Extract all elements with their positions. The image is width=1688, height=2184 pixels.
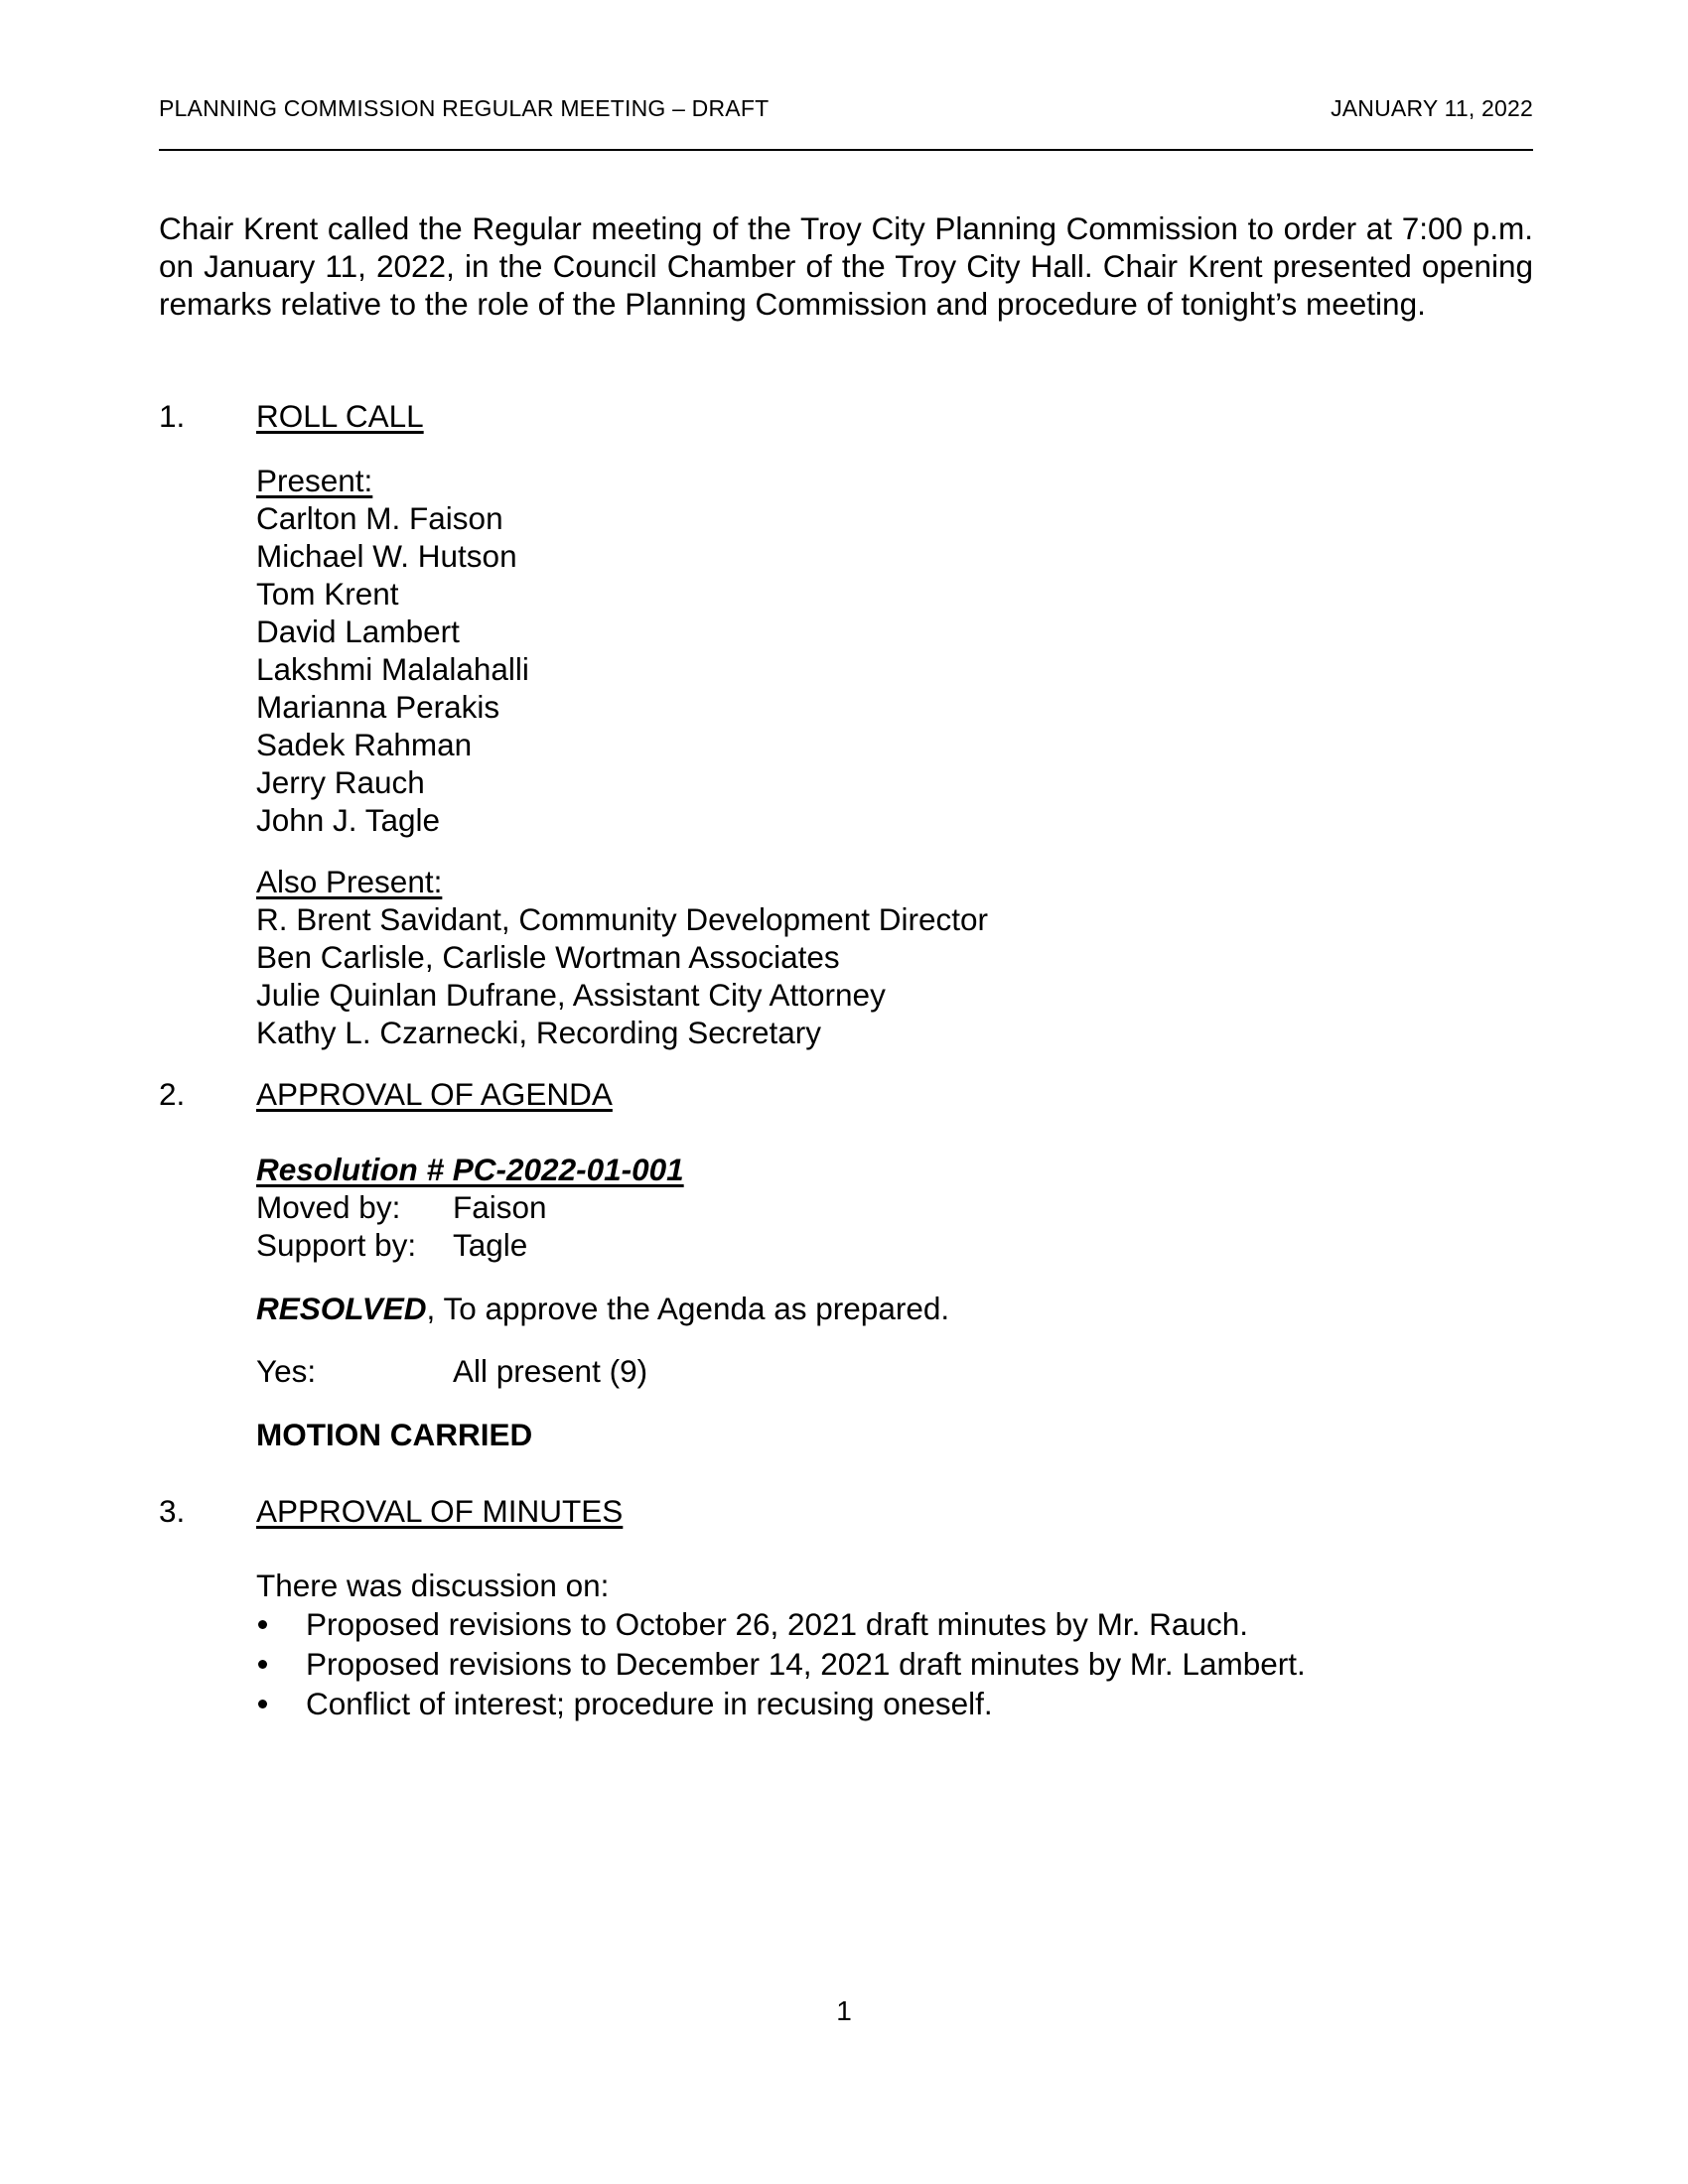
support-by-row: [256, 1226, 684, 1264]
list-item: [256, 1604, 1306, 1644]
page-number: 1: [836, 1995, 852, 2026]
discussion-intro: There was discussion on:: [256, 1568, 610, 1603]
support-by-value: Tagle: [453, 1227, 528, 1263]
list-item-text: Proposed revisions to December 14, 2021 draft minutes by Mr. Lambert.: [306, 1646, 1306, 1682]
bullet-icon: [258, 1620, 267, 1629]
also-present-list: [256, 863, 988, 1051]
present-member: John J. Tagle: [256, 802, 441, 838]
also-present-label: Also Present:: [256, 864, 443, 899]
section-title: APPROVAL OF MINUTES: [256, 1493, 624, 1529]
present-member: Jerry Rauch: [256, 764, 425, 800]
header-date: JANUARY 11, 2022: [1331, 95, 1533, 121]
present-member: David Lambert: [256, 614, 460, 649]
header-rule: [159, 149, 1533, 151]
bullet-icon: [258, 1660, 267, 1669]
present-member: Sadek Rahman: [256, 727, 473, 762]
section-number: 3.: [159, 1493, 186, 1529]
also-present-member: Ben Carlisle, Carlisle Wortman Associates: [256, 939, 840, 975]
bullet-icon: [258, 1700, 267, 1708]
also-present-member: Julie Quinlan Dufrane, Assistant City Attorney: [256, 977, 886, 1013]
list-item-text: Proposed revisions to October 26, 2021 draft minutes by Mr. Rauch.: [306, 1606, 1248, 1642]
moved-by-row: [256, 1188, 684, 1226]
intro-paragraph: Chair Krent called the Regular meeting of the Troy City Planning Commission to order at 7:00 p.m. on January 11, 2022, in the Council Chamber of the Troy City Hall. Chair Krent presented opening remarks relative to the role of the Planning Commission and procedure of tonight’s meeting.: [159, 210, 1533, 322]
present-member: Marianna Perakis: [256, 689, 500, 725]
vote-row: [256, 1352, 647, 1390]
resolution-number: Resolution # PC-2022-01-001: [256, 1152, 684, 1187]
section-number: 2.: [159, 1076, 186, 1112]
moved-by-value: Faison: [453, 1189, 547, 1225]
present-member: Lakshmi Malalahalli: [256, 651, 529, 687]
resolution-block: [256, 1151, 684, 1264]
motion-status: MOTION CARRIED: [256, 1417, 533, 1452]
moved-by-label: Moved by:: [256, 1189, 401, 1225]
list-item: [256, 1644, 1306, 1684]
discussion-list: [256, 1604, 1306, 1723]
resolved-keyword: RESOLVED: [256, 1291, 427, 1326]
header-title: PLANNING COMMISSION REGULAR MEETING – DRAFT: [159, 95, 770, 121]
section-title: APPROVAL OF AGENDA: [256, 1076, 613, 1112]
present-member: Carlton M. Faison: [256, 500, 503, 536]
also-present-member: R. Brent Savidant, Community Development Director: [256, 901, 989, 937]
present-label: Present:: [256, 463, 373, 498]
vote-label: Yes:: [256, 1353, 317, 1389]
present-list: [256, 462, 529, 839]
section-title: ROLL CALL: [256, 398, 424, 434]
vote-value: All present (9): [453, 1353, 648, 1389]
resolved-text: , To approve the Agenda as prepared.: [426, 1291, 950, 1326]
support-by-label: Support by:: [256, 1227, 417, 1263]
present-member: Tom Krent: [256, 576, 399, 612]
list-item-text: Conflict of interest; procedure in recusing oneself.: [306, 1686, 993, 1721]
present-member: Michael W. Hutson: [256, 538, 517, 574]
list-item: [256, 1684, 1306, 1723]
also-present-member: Kathy L. Czarnecki, Recording Secretary: [256, 1015, 821, 1050]
section-number: 1.: [159, 398, 186, 434]
page-header: [159, 95, 1533, 131]
resolved-line: [256, 1290, 949, 1327]
